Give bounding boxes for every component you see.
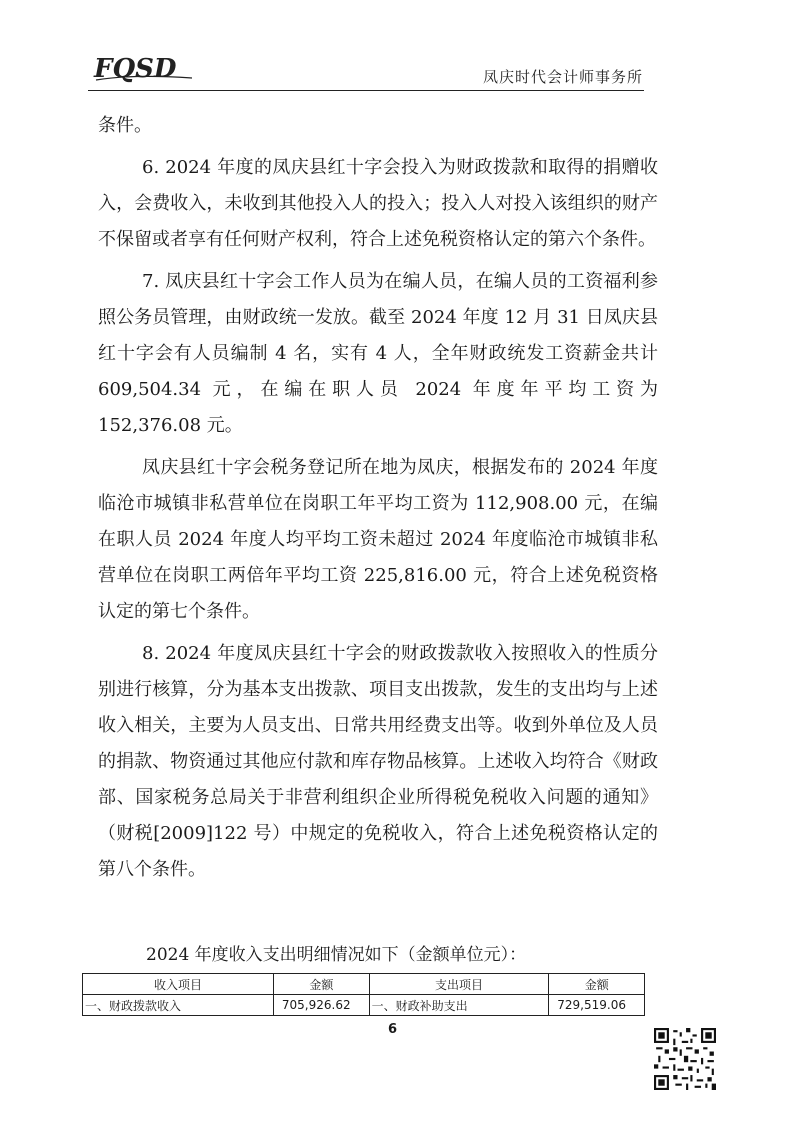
column-header: 金额 (549, 974, 645, 995)
table-caption: 2024 年度收入支出明细情况如下（金额单位元）： (146, 945, 527, 965)
column-header: 收入项目 (83, 974, 274, 995)
table-row (83, 995, 645, 1016)
paragraph: 7. 凤庆县红十字会工作人员为在编人员，在编人员的工资福利参照公务员管理，由财政统一发放。截至 2024 年度 12 月 31 日凤庆县红十字会有人员编制 4 名，实有 4 人，全年财政统发工资薪金共计 609,504.34 元，在编在职人员 2024 年度年平均工资为 152,376.08 元。 (98, 271, 658, 436)
paragraph: 8. 2024 年度凤庆县红十字会的财政拨款收入按照收入的性质分别进行核算，分为基本支出拨款、项目支出拨款，发生的支出均与上述收入相关，主要为人员支出、日常共用经费支出等。收到外单位及人员的捐款、物资通过其他应付款和库存物品核算。上述收入均符合《财政部、国家税务总局关于非营利组织企业所得税免税收入问题的通知》（财税[2009]122 号）中规定的免税收入，符合上述免税资格认定的第八个条件。 (98, 643, 658, 880)
page-number: 6 (388, 1022, 398, 1037)
svg-text:FQSD: FQSD (94, 54, 177, 84)
firm-logo (92, 52, 202, 84)
column-header: 金额 (274, 974, 370, 995)
document-body (98, 108, 658, 894)
table-cell: 729,519.06 (549, 995, 645, 1016)
firm-name: 凤庆时代会计师事务所 (482, 68, 643, 86)
paragraph: 凤庆县红十字会税务登记所在地为凤庆，根据发布的 2024 年度临沧市城镇非私营单位在岗职工年平均工资为 112,908.00 元，在编在职人员 2024 年度人均平均工资未超过 2024 年度临沧市城镇非私营单位在岗职工两倍年平均工资 225,816.00 元，符合上述免税资格认定的第七个条件。 (98, 457, 658, 622)
table-cell: 一、财政拨款收入 (83, 995, 274, 1016)
table-header-row (83, 974, 645, 995)
header-divider (88, 90, 644, 91)
paragraph: 条件。 (98, 115, 152, 136)
column-header: 支出项目 (369, 974, 549, 995)
income-expense-table (82, 973, 645, 1016)
paragraph: 6. 2024 年度的凤庆县红十字会投入为财政拨款和取得的捐赠收入，会费收入，未收到其他投入人的投入；投入人对投入该组织的财产不保留或者享有任何财产权利，符合上述免税资格认定的第六个条件。 (98, 157, 658, 250)
qr-code-icon (654, 1028, 716, 1090)
table-cell: 一、财政补助支出 (369, 995, 549, 1016)
table-cell: 705,926.62 (274, 995, 370, 1016)
